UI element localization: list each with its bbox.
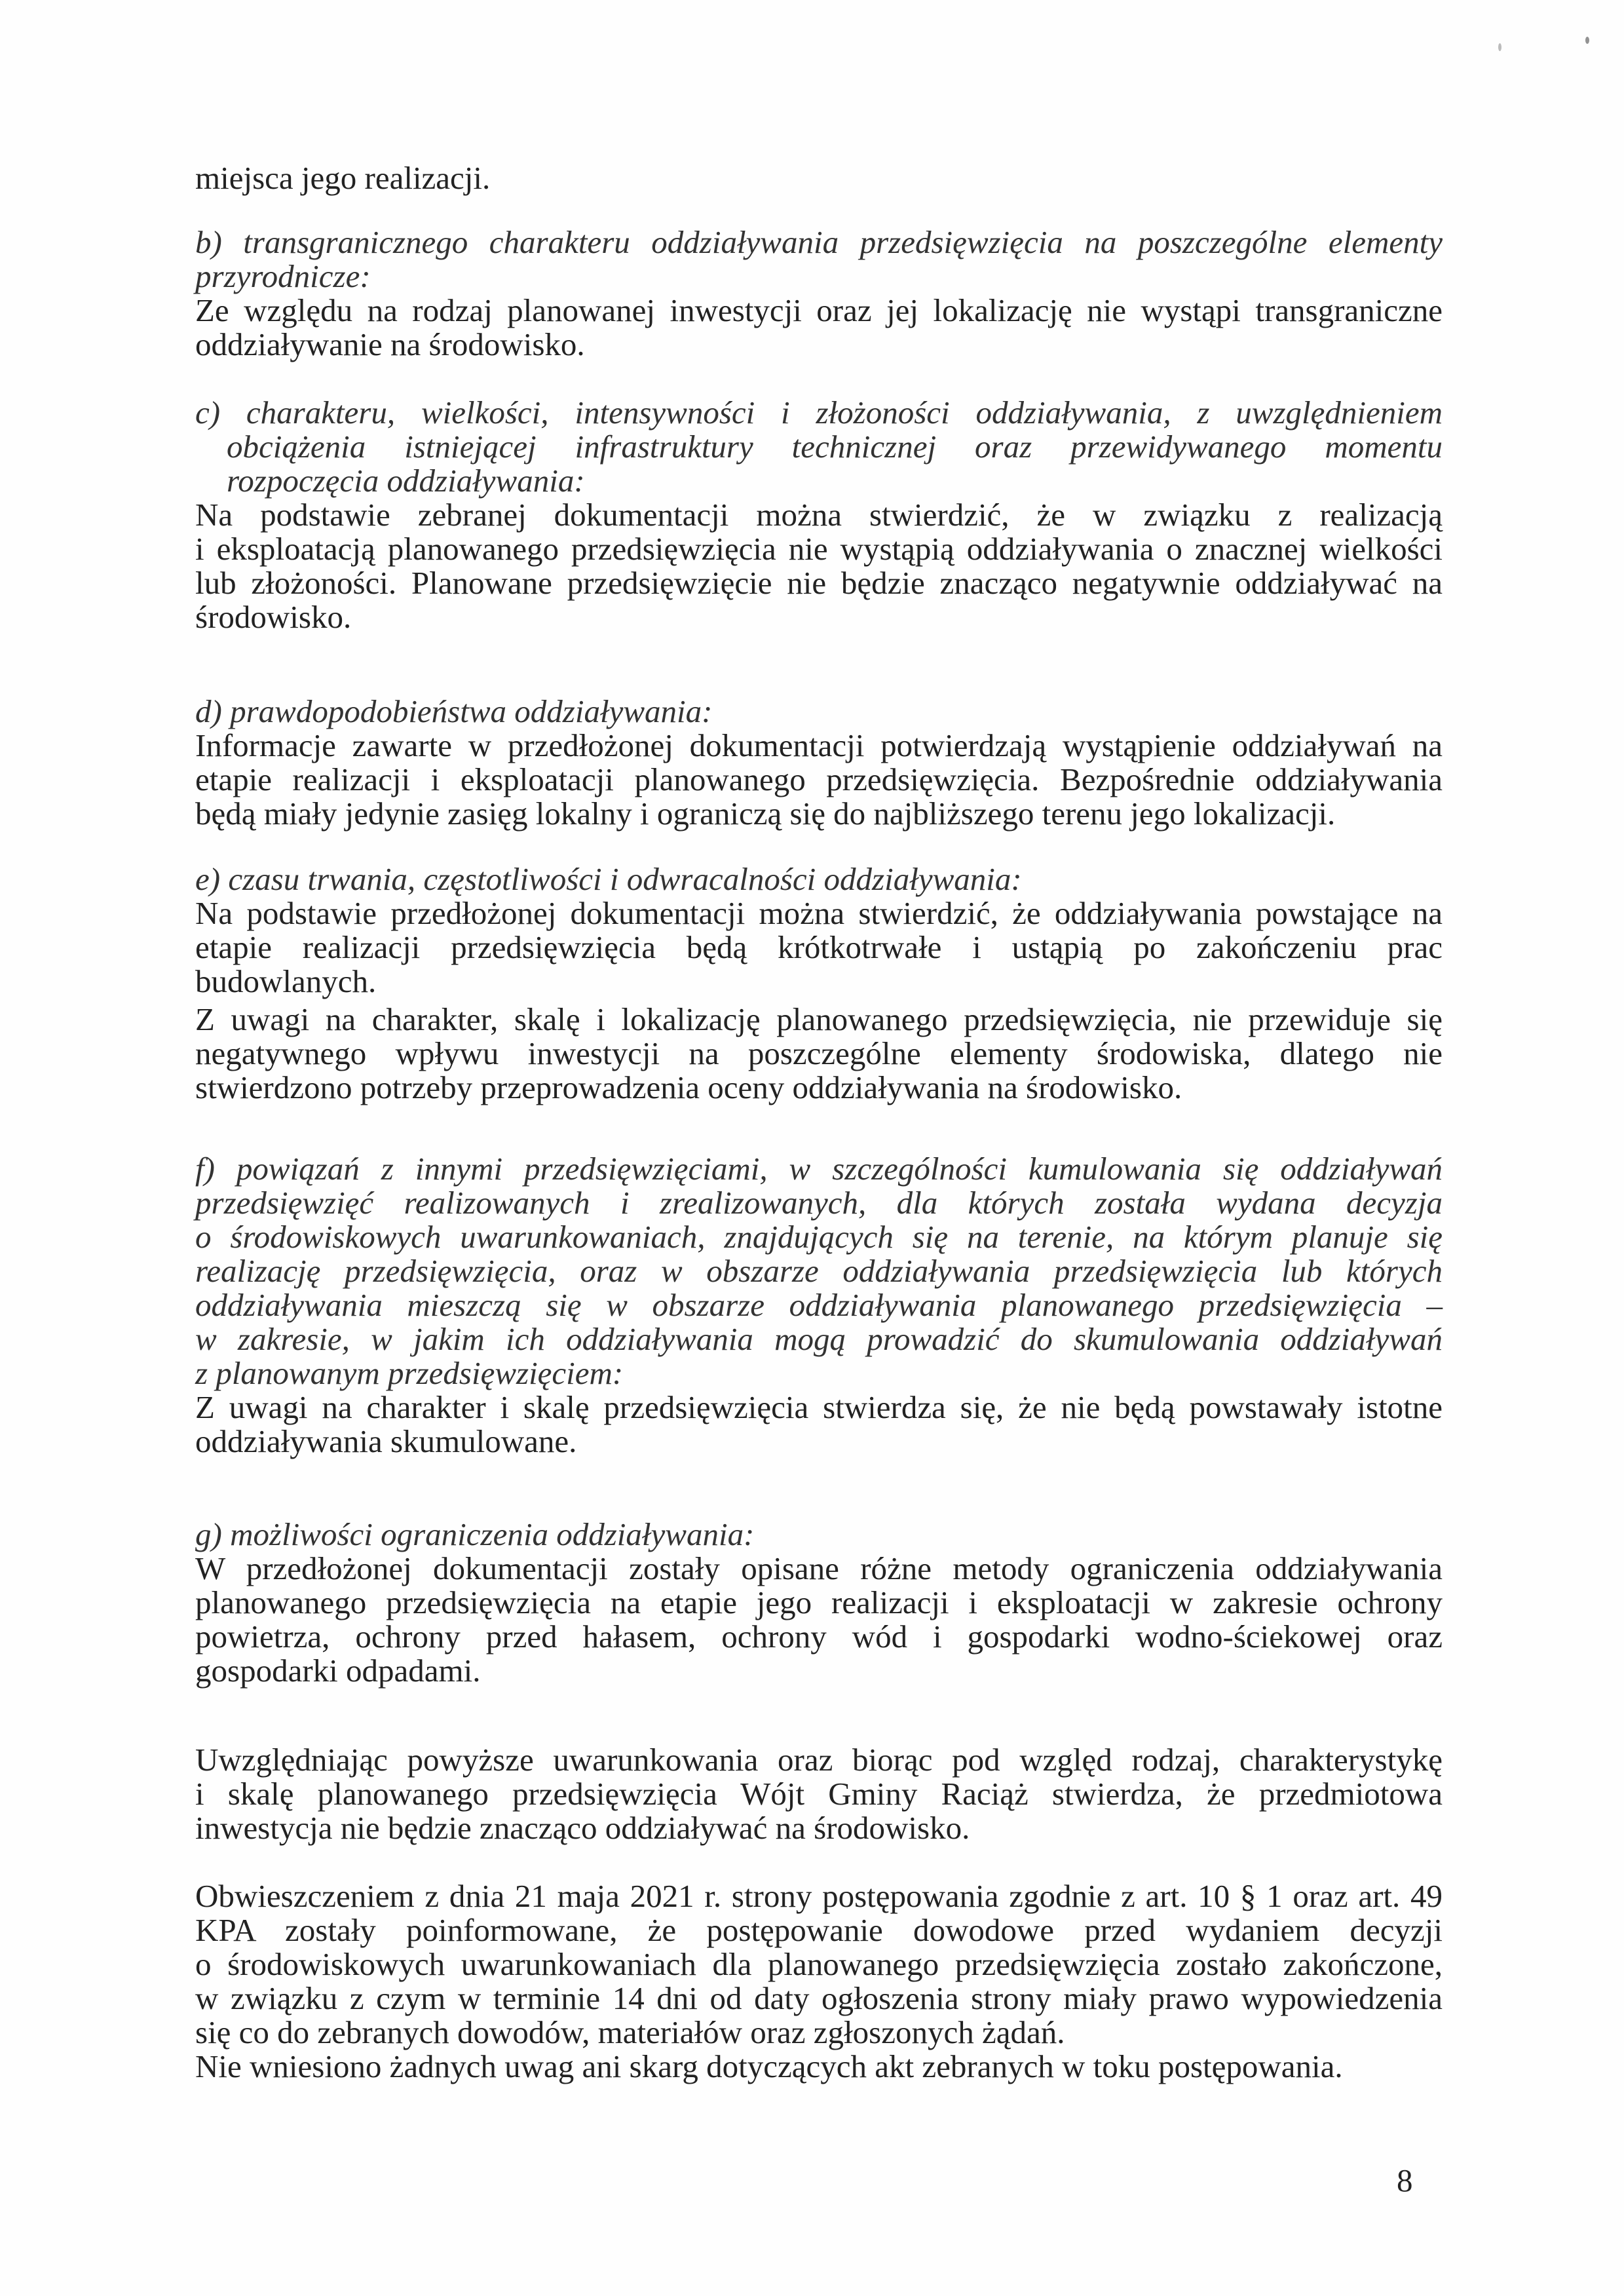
- intro-paragraph: [195, 161, 1443, 195]
- text-line: będą miały jedynie zasięg lokalny i ograniczą się do najbliższego terenu jego lokalizacji.: [195, 795, 1336, 832]
- heading-line: d) prawdopodobieństwa oddziaływania:: [195, 693, 713, 729]
- text-line: negatywnego wpływu inwestycji na poszczególne elementy środowiska, dlatego nie: [195, 1035, 1443, 1071]
- text-line: oddziaływania skumulowane.: [195, 1423, 577, 1459]
- section-c: [195, 396, 1443, 634]
- section-f: [195, 1152, 1443, 1459]
- heading-line: o środowiskowych uwarunkowaniach, znajdujących się na terenie, na którym planuje się: [195, 1219, 1443, 1255]
- section-e-heading: [195, 862, 1443, 896]
- heading-line: b) transgranicznego charakteru oddziaływania przedsięwzięcia na poszczególne elementy: [195, 224, 1443, 260]
- text-line: budowlanych.: [195, 963, 377, 999]
- heading-line: g) możliwości ograniczenia oddziaływania:: [195, 1516, 755, 1552]
- text-line: stwierdzono potrzeby przeprowadzenia oceny oddziaływania na środowisko.: [195, 1069, 1182, 1105]
- text-line: miejsca jego realizacji.: [195, 160, 491, 196]
- text-line: o środowiskowych uwarunkowaniach dla planowanego przedsięwzięcia zostało zakończone,: [195, 1946, 1443, 1982]
- text-line: KPA zostały poinformowane, że postępowanie dowodowe przed wydaniem decyzji: [195, 1912, 1443, 1948]
- text-line: lub złożoności. Planowane przedsięwzięcie nie będzie znacząco negatywnie oddziaływać na: [195, 565, 1443, 601]
- text-line: i eksploatacją planowanego przedsięwzięcia nie wystąpią oddziaływania o znacznej wielkości: [195, 531, 1443, 567]
- text-line: Uwzględniając powyższe uwarunkowania oraz biorąc pod względ rodzaj, charakterystykę: [195, 1742, 1443, 1778]
- text-line: gospodarki odpadami.: [195, 1653, 481, 1689]
- conclusion-paragraph: [195, 1743, 1443, 1845]
- text-line: Na podstawie przedłożonej dokumentacji można stwierdzić, że oddziaływania powstające na: [195, 895, 1443, 931]
- heading-line: oddziaływania mieszczą się w obszarze oddziaływania planowanego przedsięwzięcia –: [195, 1287, 1443, 1323]
- heading-line: e) czasu trwania, częstotliwości i odwracalności oddziaływania:: [195, 861, 1022, 897]
- text-line: Z uwagi na charakter i skalę przedsięwzięcia stwierdza się, że nie będą powstawały istotne: [195, 1389, 1443, 1425]
- scan-speck: [1585, 37, 1589, 44]
- section-f-body: [195, 1390, 1443, 1459]
- text-line: i skalę planowanego przedsięwzięcia Wójt Gminy Raciąż stwierdza, że przedmiotowa: [195, 1776, 1443, 1812]
- section-d-body: [195, 729, 1443, 831]
- text-line: Na podstawie zebranej dokumentacji można stwierdzić, że w związku z realizacją: [195, 497, 1443, 533]
- heading-line: z planowanym przedsięwzięciem:: [195, 1355, 624, 1391]
- section-f-heading: [195, 1152, 1443, 1390]
- heading-line: w zakresie, w jakim ich oddziaływania mogą prowadzić do skumulowania oddziaływań: [195, 1321, 1443, 1357]
- heading-line: realizację przedsięwzięcia, oraz w obszarze oddziaływania przedsięwzięcia lub których: [195, 1253, 1443, 1289]
- heading-line: obciążenia istniejącej infrastruktury technicznej oraz przewidywanego momentu: [227, 429, 1443, 465]
- text-line: Z uwagi na charakter, skalę i lokalizację planowanego przedsięwzięcia, nie przewiduje się: [195, 1001, 1443, 1037]
- section-b-heading: [195, 225, 1443, 294]
- heading-line: przyrodnicze:: [195, 258, 371, 294]
- text-line: planowanego przedsięwzięcia na etapie jego realizacji i eksploatacji w zakresie ochrony: [195, 1584, 1443, 1620]
- notice-paragraph: [195, 1879, 1443, 2084]
- section-d: [195, 695, 1443, 831]
- text-line: oddziaływanie na środowisko.: [195, 326, 585, 362]
- section-g: [195, 1518, 1443, 1688]
- heading-line: c) charakteru, wielkości, intensywności i złożoności oddziaływania, z uwzględnieniem: [195, 394, 1443, 430]
- text-line: się co do zebranych dowodów, materiałów oraz zgłoszonych żądań.: [195, 2014, 1065, 2050]
- text-line: Obwieszczeniem z dnia 21 maja 2021 r. strony postępowania zgodnie z art. 10 § 1 oraz art. 49: [195, 1878, 1443, 1914]
- text-line: W przedłożonej dokumentacji zostały opisane różne metody ograniczenia oddziaływania: [195, 1550, 1443, 1586]
- text-line: Ze względu na rodzaj planowanej inwestycji oraz jej lokalizację nie wystąpi transgraniczne: [195, 292, 1443, 328]
- section-e-body-2: [195, 1003, 1443, 1105]
- section-e: [195, 862, 1443, 1105]
- heading-line: f) powiązań z innymi przedsięwzięciami, w szczególności kumulowania się oddziaływań: [195, 1151, 1443, 1187]
- section-g-body: [195, 1552, 1443, 1688]
- section-e-body: [195, 896, 1443, 999]
- section-c-body: [195, 498, 1443, 634]
- section-b: [195, 225, 1443, 362]
- text-line: Informacje zawarte w przedłożonej dokumentacji potwierdzają wystąpienie oddziaływań na: [195, 727, 1443, 763]
- section-b-body: [195, 294, 1443, 362]
- text-line: etapie realizacji przedsięwzięcia będą krótkotrwałe i ustąpią po zakończeniu prac: [195, 929, 1443, 965]
- section-d-heading: [195, 695, 1443, 729]
- final-statement: Nie wniesiono żadnych uwag ani skarg dotyczących akt zebranych w toku postępowania.: [195, 2048, 1343, 2084]
- text-line: inwestycja nie będzie znacząco oddziaływać na środowisko.: [195, 1810, 970, 1846]
- heading-line: rozpoczęcia oddziaływania:: [227, 463, 585, 499]
- text-line: w związku z czym w terminie 14 dni od daty ogłoszenia strony miały prawo wypowiedzenia: [195, 1980, 1443, 2016]
- text-line: powietrza, ochrony przed hałasem, ochrony wód i gospodarki wodno-ściekowej oraz: [195, 1618, 1443, 1655]
- scan-speck: [1498, 43, 1501, 51]
- heading-line: przedsięwzięć realizowanych i zrealizowanych, dla których została wydana decyzja: [195, 1185, 1443, 1221]
- page-number: 8: [1397, 2162, 1413, 2198]
- text-line: etapie realizacji i eksploatacji planowanego przedsięwzięcia. Bezpośrednie oddziaływania: [195, 761, 1443, 797]
- section-g-heading: [195, 1518, 1443, 1552]
- section-c-heading: [195, 396, 1443, 498]
- text-line: środowisko.: [195, 599, 352, 635]
